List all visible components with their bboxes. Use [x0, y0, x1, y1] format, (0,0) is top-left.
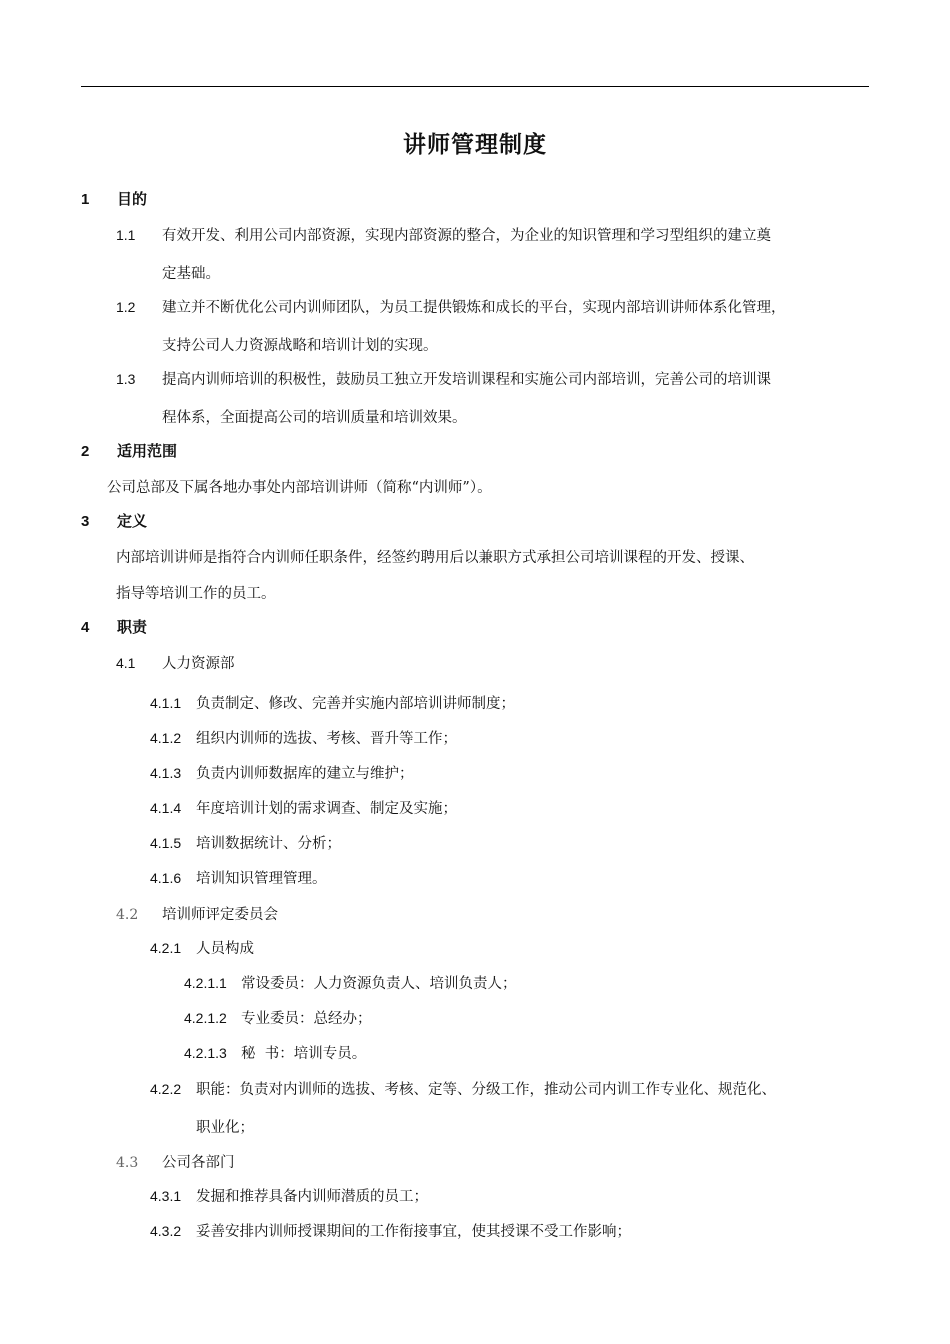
clause-text: 人力资源部: [162, 656, 235, 672]
clause-number: 4.2.1: [150, 940, 182, 956]
clause-number: 4.1.6: [150, 870, 182, 886]
clause-1-1-continuation: 定基础。: [162, 266, 220, 282]
clause-text: 秘 书：培训专员。: [241, 1046, 367, 1062]
clause-number: 1.1: [116, 227, 136, 243]
clause-number: 4.2.1.1: [184, 975, 227, 991]
clause-1-2: [116, 296, 786, 317]
clause-number: 4.2.2: [150, 1081, 182, 1097]
clause-4-1-6: [150, 867, 327, 888]
clause-number: 4.2: [116, 907, 139, 923]
clause-4-2-1: [150, 937, 254, 958]
clause-1-2-continuation: 支持公司人力资源战略和培训计划的实现。: [162, 338, 438, 354]
definition-paragraph-line1: 内部培训讲师是指符合内训师任职条件，经签约聘用后以兼职方式承担公司培训课程的开发、授课、: [116, 550, 754, 566]
section-heading-purpose: [81, 188, 147, 209]
clause-number: 4.1.5: [150, 835, 182, 851]
scope-paragraph: 公司总部及下属各地办事处内部培训讲师（简称“内训师”）。: [107, 480, 492, 496]
clause-4-2-1-2: [184, 1007, 372, 1028]
clause-number: 4.1.4: [150, 800, 182, 816]
clause-number: 4.3: [116, 1155, 139, 1171]
clause-number: 4.1: [116, 655, 136, 671]
clause-4-3: [116, 1151, 235, 1172]
section-number: 3: [81, 513, 90, 530]
clause-text: 妥善安排内训师授课期间的工作衔接事宜，使其授课不受工作影响；: [196, 1224, 631, 1240]
clause-4-2-1-3: [184, 1042, 366, 1063]
clause-number: 4.3.2: [150, 1223, 182, 1239]
clause-text: 建立并不断优化公司内训师团队，为员工提供锻炼和成长的平台，实现内部培训讲师体系化管理，: [162, 300, 786, 316]
definition-paragraph-line2: 指导等培训工作的员工。: [116, 586, 276, 602]
clause-text: 培训数据统计、分析；: [196, 836, 341, 852]
clause-text: 年度培训计划的需求调查、制定及实施；: [196, 801, 457, 817]
clause-4-1-2: [150, 727, 457, 748]
clause-4-1-4: [150, 797, 457, 818]
clause-4-2: [116, 903, 278, 924]
clause-text: 负责制定、修改、完善并实施内部培训讲师制度；: [196, 696, 515, 712]
clause-4-1-3: [150, 762, 414, 783]
clause-text: 负责内训师数据库的建立与维护；: [196, 766, 414, 782]
section-number: 4: [81, 619, 90, 636]
clause-4-1-1: [150, 692, 515, 713]
clause-number: 1.2: [116, 299, 136, 315]
clause-4-1: [116, 652, 235, 673]
clause-text: 培训师评定委员会: [162, 907, 278, 923]
clause-text: 组织内训师的选拔、考核、晋升等工作；: [196, 731, 457, 747]
clause-number: 4.3.1: [150, 1188, 182, 1204]
section-label: 目的: [117, 190, 148, 208]
section-heading-scope: [81, 440, 177, 461]
clause-text: 发掘和推荐具备内训师潜质的员工；: [196, 1189, 428, 1205]
section-number: 1: [81, 191, 90, 208]
clause-text: 培训知识管理管理。: [196, 871, 327, 887]
clause-1-3: [116, 368, 771, 389]
clause-number: 4.1.3: [150, 765, 182, 781]
clause-text: 人员构成: [196, 941, 254, 957]
clause-4-3-2: [150, 1220, 631, 1241]
document-title: 讲师管理制度: [403, 131, 547, 158]
section-heading-definition: [81, 510, 147, 531]
header-rule: [81, 86, 869, 87]
clause-number: 4.1.1: [150, 695, 182, 711]
clause-text: 提高内训师培训的积极性，鼓励员工独立开发培训课程和实施公司内部培训，完善公司的培训课: [162, 372, 771, 388]
clause-number: 4.1.2: [150, 730, 182, 746]
clause-4-2-1-1: [184, 972, 517, 993]
clause-text: 常设委员：人力资源负责人、培训负责人；: [241, 976, 517, 992]
clause-number: 4.2.1.3: [184, 1045, 227, 1061]
clause-number: 1.3: [116, 371, 136, 387]
section-heading-duties: [81, 616, 147, 637]
clause-4-1-5: [150, 832, 341, 853]
clause-text: 专业委员：总经办；: [241, 1011, 372, 1027]
clause-number: 4.2.1.2: [184, 1010, 227, 1026]
clause-4-3-1: [150, 1185, 428, 1206]
clause-text: 有效开发、利用公司内部资源，实现内部资源的整合，为企业的知识管理和学习型组织的建立奠: [162, 228, 771, 244]
section-label: 定义: [117, 512, 148, 530]
clause-text: 职能：负责对内训师的选拔、考核、定等、分级工作，推动公司内训工作专业化、规范化、: [196, 1082, 776, 1098]
clause-1-1: [116, 224, 771, 245]
clause-text: 公司各部门: [162, 1155, 235, 1171]
section-number: 2: [81, 443, 90, 460]
section-label: 职责: [117, 618, 148, 636]
clause-1-3-continuation: 程体系，全面提高公司的培训质量和培训效果。: [162, 410, 467, 426]
clause-4-2-2: [150, 1078, 776, 1099]
clause-4-2-2-continuation: 职业化；: [196, 1120, 254, 1136]
section-label: 适用范围: [117, 442, 178, 460]
